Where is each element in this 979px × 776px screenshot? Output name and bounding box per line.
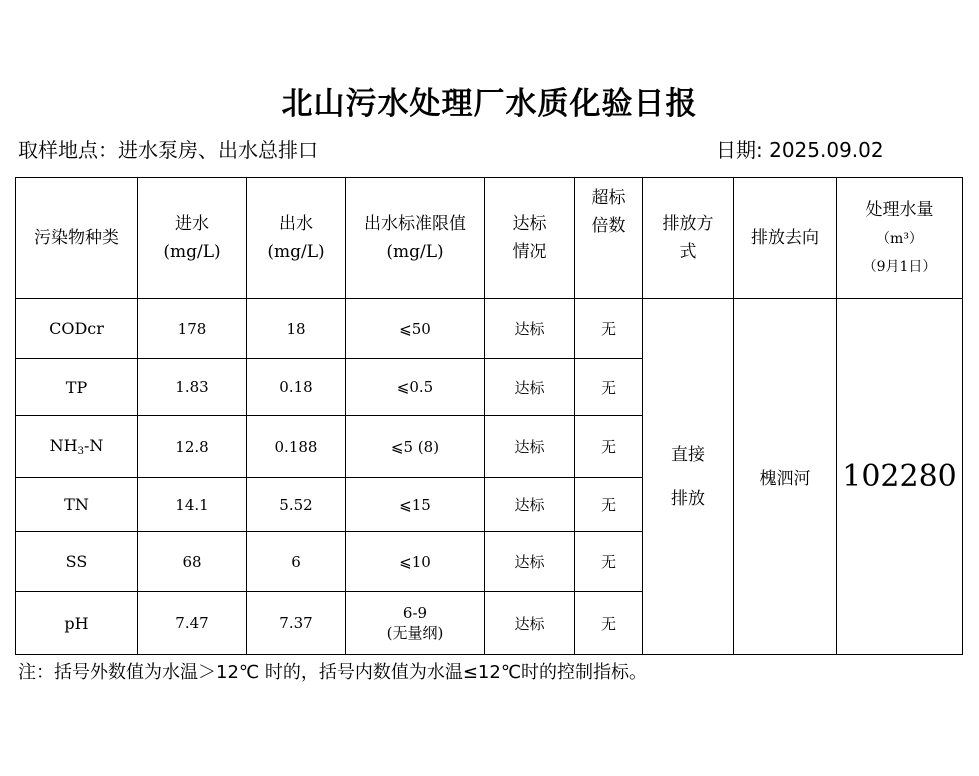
footnote: 注：括号外数值为水温＞12℃ 时的，括号内数值为水温≤12℃时的控制指标。 <box>18 662 648 683</box>
standard-limit: ⩽10 <box>346 532 485 592</box>
compliance-status: 达标 <box>485 359 575 416</box>
influent-value: 12.8 <box>138 416 247 478</box>
report-title: 北山污水处理厂水质化验日报 <box>281 86 698 122</box>
exceed-multiple: 无 <box>575 592 643 655</box>
influent-value: 1.83 <box>138 359 247 416</box>
pollutant-name: TP <box>16 359 138 416</box>
report-date: 日期: 2025.09.02 <box>716 138 884 162</box>
compliance-status: 达标 <box>485 592 575 655</box>
effluent-value: 0.188 <box>247 416 346 478</box>
standard-limit: ⩽0.5 <box>346 359 485 416</box>
header-effluent: 出水 (mg/L) <box>247 178 346 299</box>
header-row <box>16 178 963 299</box>
pollutant-name: TN <box>16 478 138 532</box>
exceed-multiple: 无 <box>575 359 643 416</box>
compliance-status: 达标 <box>485 299 575 359</box>
pollutant-name: $NH_3-N$ <box>16 416 138 478</box>
influent-value: 14.1 <box>138 478 247 532</box>
standard-limit: ⩽50 <box>346 299 485 359</box>
effluent-value: 5.52 <box>247 478 346 532</box>
effluent-value: 6 <box>247 532 346 592</box>
exceed-multiple: 无 <box>575 478 643 532</box>
effluent-value: 18 <box>247 299 346 359</box>
influent-value: 68 <box>138 532 247 592</box>
treated-volume: 102280 <box>837 299 963 655</box>
header-exceed: 超标 倍数 <box>575 178 643 299</box>
compliance-status: 达标 <box>485 478 575 532</box>
header-compliance: 达标 情况 <box>485 178 575 299</box>
standard-limit: ⩽5 (8) <box>346 416 485 478</box>
exceed-multiple: 无 <box>575 416 643 478</box>
compliance-status: 达标 <box>485 532 575 592</box>
header-pollutant: 污染物种类 <box>16 178 138 299</box>
discharge-destination: 槐泗河 <box>734 299 837 655</box>
exceed-multiple: 无 <box>575 299 643 359</box>
water-quality-table <box>15 177 963 655</box>
pollutant-name: pH <box>16 592 138 655</box>
effluent-value: 0.18 <box>247 359 346 416</box>
discharge-method: 直接 排放 <box>643 299 734 655</box>
pollutant-name: CODcr <box>16 299 138 359</box>
influent-value: 7.47 <box>138 592 247 655</box>
standard-limit: 6-9 (无量纲) <box>346 592 485 655</box>
standard-limit: ⩽15 <box>346 478 485 532</box>
table-row <box>16 299 963 359</box>
header-volume: 处理水量 （m³） （9月1日） <box>837 178 963 299</box>
influent-value: 178 <box>138 299 247 359</box>
header-method: 排放方 式 <box>643 178 734 299</box>
pollutant-name: SS <box>16 532 138 592</box>
header-destination: 排放去向 <box>734 178 837 299</box>
effluent-value: 7.37 <box>247 592 346 655</box>
header-standard: 出水标准限值 (mg/L) <box>346 178 485 299</box>
exceed-multiple: 无 <box>575 532 643 592</box>
compliance-status: 达标 <box>485 416 575 478</box>
header-influent: 进水 (mg/L) <box>138 178 247 299</box>
sampling-location: 取样地点：进水泵房、出水总排口 <box>18 138 318 162</box>
